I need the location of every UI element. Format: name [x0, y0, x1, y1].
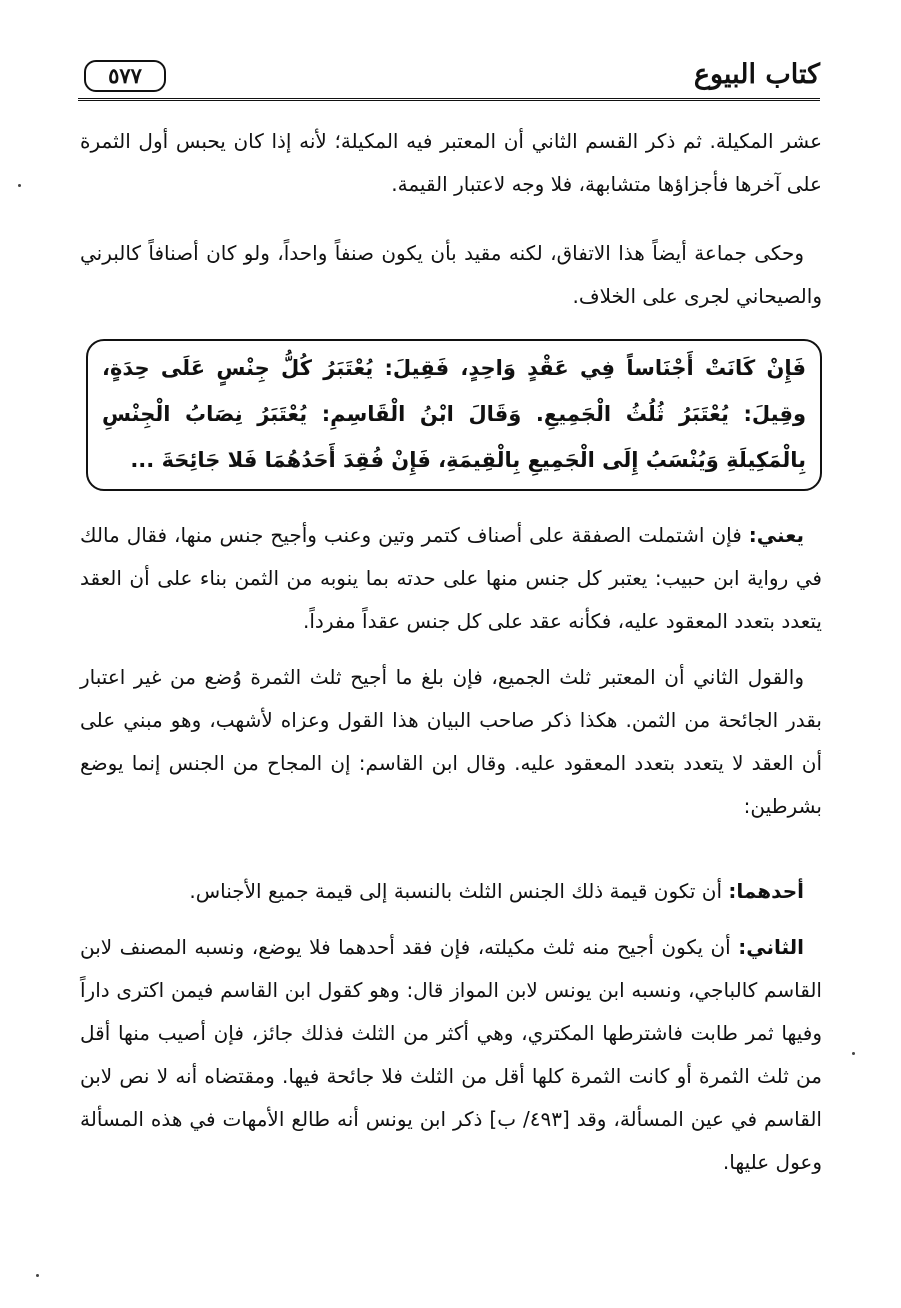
scan-speck — [18, 184, 21, 187]
page-number: ٥٧٧ — [84, 60, 166, 92]
paragraph-3-text: فإن اشتملت الصفقة على أصناف كتمر وتين وعنب وأجيح جنس منها، فقال مالك في رواية ابن حبيب: يعتبر كل جنس منها على حدته بما ينوبه من الثمن بناء على أن العقد يتعدد بتعدد المعقود عليه، فكأنه عقد على كل جنس عقداً مفرداً. — [80, 523, 822, 633]
matn-box — [86, 339, 822, 491]
paragraph-6-text: أن يكون أجيح منه ثلث مكيلته، فإن فقد أحدهما فلا يوضع، ونسبه المصنف لابن القاسم كالباجي، ونسبه ابن يونس لابن المواز قال: وهو كقول ابن القاسم فيمن اكترى داراً وفيها ثمر طابت فاشترطها المكتري، وهي أكثر من الثلث فذلك جائز، فإن أصيب منها أقل من ثلث الثمرة أو كانت الثمرة كلها أقل من الثلث فلا جائحة فيها. ومقتضاه أنه لا نص لابن القاسم في عين المسألة، وقد [٤٩٣/ ب] ذكر ابن يونس أنه طالع الأمهات في هذه المسألة وعول عليها. — [80, 935, 822, 1174]
paragraph-1 — [80, 120, 822, 206]
header-rule — [78, 98, 820, 101]
paragraph-1-text: عشر المكيلة. ثم ذكر القسم الثاني أن المعتبر فيه المكيلة؛ لأنه إذا كان يحبس أول الثمرة على آخرها فأجزاؤها متشابهة، فلا وجه لاعتبار القيمة. — [80, 129, 822, 196]
paragraph-2 — [80, 232, 822, 318]
paragraph-5-label: أحدهما: — [728, 879, 804, 903]
paragraph-3-label: يعني: — [748, 523, 804, 547]
paragraph-4 — [80, 656, 822, 828]
paragraph-5-text: أن تكون قيمة ذلك الجنس الثلث بالنسبة إلى قيمة جميع الأجناس. — [189, 879, 729, 903]
running-title: كتاب البيوع — [693, 59, 820, 90]
page-header — [78, 58, 820, 100]
paragraph-2-text: وحكى جماعة أيضاً هذا الاتفاق، لكنه مقيد بأن يكون صنفاً واحداً، ولو كان أصنافاً كالبرني والصيحاني لجرى على الخلاف. — [80, 241, 822, 308]
paragraph-3 — [80, 514, 822, 643]
paragraph-5 — [80, 870, 822, 913]
scan-speck — [852, 1052, 855, 1055]
paragraph-4-text: والقول الثاني أن المعتبر ثلث الجميع، فإن بلغ ما أجيح ثلث الثمرة وُضع من غير اعتبار بقدر الجائحة من الثمن. هكذا ذكر صاحب البيان هذا القول وعزاه لأشهب، وهو مبني على أن العقد لا يتعدد بتعدد المعقود عليه. وقال ابن القاسم: إن المجاح من الجنس إنما يوضع بشرطين: — [80, 665, 822, 818]
paragraph-6-label: الثاني: — [738, 935, 804, 959]
paragraph-6 — [80, 926, 822, 1184]
matn-text: فَإِنْ كَانَتْ أَجْنَاساً فِي عَقْدٍ وَاحِدٍ، فَقِيلَ: يُعْتَبَرُ كُلُّ جِنْسٍ عَلَى حِدَةٍ، وقِيلَ: يُعْتَبَرُ ثُلُثُ الْجَمِيعِ. وَقَالَ ابْنُ الْقَاسِمِ: يُعْتَبَرُ نِصَابُ الْجِنْسِ بِالْمَكِيلَةِ وَيُنْسَبُ إِلَى الْجَمِيعِ بِالْقِيمَةِ، فَإِنْ فُقِدَ أَحَدُهُمَا فَلا جَائِحَةَ ... — [102, 356, 806, 472]
scan-speck — [36, 1274, 39, 1277]
